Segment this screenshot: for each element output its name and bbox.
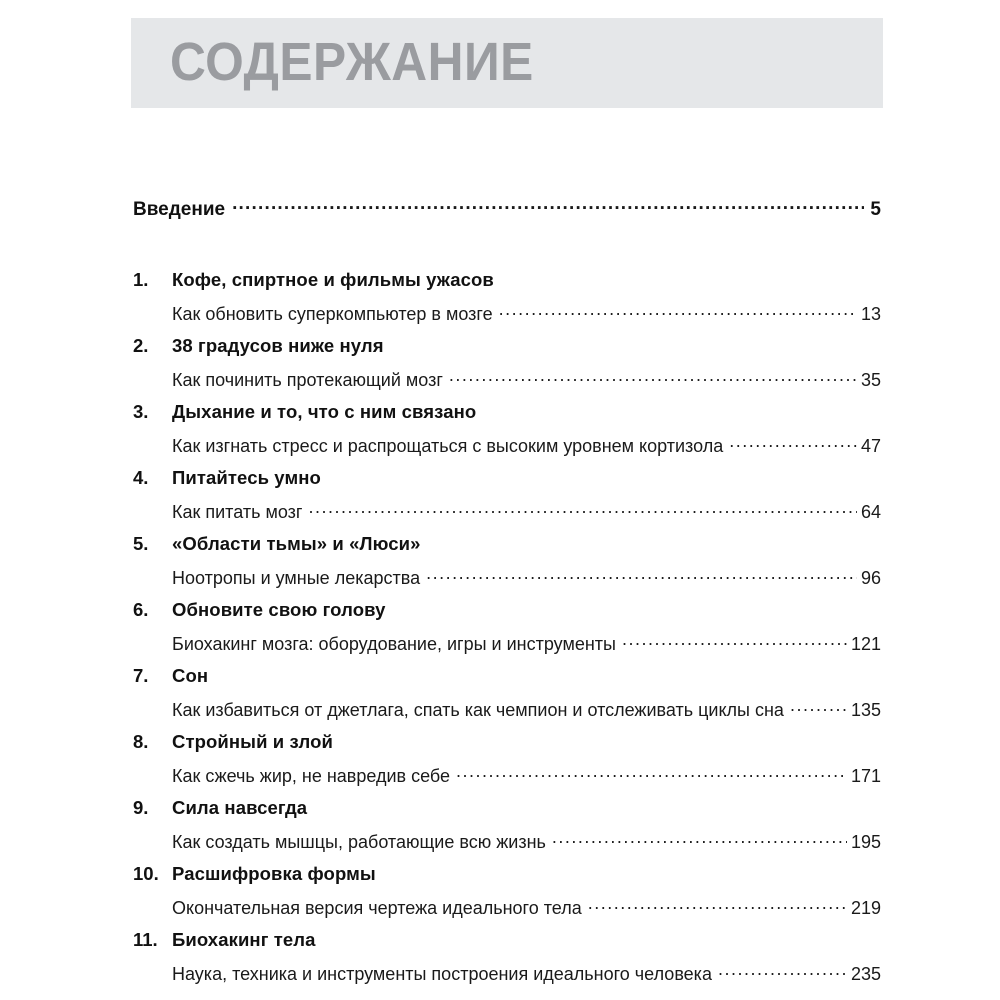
chapter-number: 9. xyxy=(133,797,149,818)
toc-list xyxy=(133,196,881,995)
chapter-number: 11. xyxy=(133,929,158,950)
chapter-subtitle: Наука, техника и инструменты построения идеального человека xyxy=(172,964,712,984)
chapter-title: 38 градусов ниже нуля xyxy=(172,335,384,356)
chapter-subtitle: Как сжечь жир, не навредив себе xyxy=(172,766,451,786)
chapter-title-line[interactable] xyxy=(133,335,881,368)
chapter-page-number: 13 xyxy=(860,304,881,324)
toc-chapter-entry[interactable] xyxy=(133,929,881,995)
chapter-title: Кофе, спиртное и фильмы ужасов xyxy=(172,269,494,290)
dot-leader xyxy=(729,434,857,452)
chapter-title-line[interactable] xyxy=(133,665,881,698)
toc-chapter-entry[interactable] xyxy=(133,533,881,599)
chapter-subtitle: Как создать мышцы, работающие всю жизнь xyxy=(172,832,546,852)
chapter-title-line[interactable] xyxy=(133,797,881,830)
chapter-number: 1. xyxy=(133,269,149,290)
chapter-subtitle: Как починить протекающий мозг xyxy=(172,370,443,390)
chapter-title-line[interactable] xyxy=(133,401,881,434)
chapter-subtitle-line[interactable] xyxy=(133,434,881,467)
chapter-title-line[interactable] xyxy=(133,731,881,764)
toc-chapter-entry[interactable] xyxy=(133,467,881,533)
chapter-title: Обновите свою голову xyxy=(172,599,386,620)
dot-leader xyxy=(456,764,847,782)
chapter-title: Питайтесь умно xyxy=(172,467,321,488)
chapter-subtitle-line[interactable] xyxy=(133,368,881,401)
chapter-number: 3. xyxy=(133,401,149,422)
chapter-subtitle: Окончательная версия чертежа идеального тела xyxy=(172,898,582,918)
spacer xyxy=(133,221,881,269)
introduction-page-number: 5 xyxy=(870,199,881,220)
chapter-list xyxy=(133,269,881,995)
chapter-number: 8. xyxy=(133,731,149,752)
toc-chapter-entry[interactable] xyxy=(133,797,881,863)
chapter-subtitle: Биохакинг мозга: оборудование, игры и инструменты xyxy=(172,634,616,654)
chapter-subtitle-line[interactable] xyxy=(133,764,881,797)
chapter-title: Сила навсегда xyxy=(172,797,308,818)
introduction-label: Введение xyxy=(133,199,226,220)
chapter-subtitle: Как изгнать стресс и распрощаться с высоким уровнем кортизола xyxy=(172,436,724,456)
chapter-number: 10. xyxy=(133,863,159,884)
chapter-title: Стройный и злой xyxy=(172,731,334,752)
chapter-title: Расшифровка формы xyxy=(172,863,376,884)
chapter-subtitle-line[interactable] xyxy=(133,566,881,599)
chapter-subtitle: Как обновить суперкомпьютер в мозге xyxy=(172,304,493,324)
toc-chapter-entry[interactable] xyxy=(133,335,881,401)
chapter-subtitle-line[interactable] xyxy=(133,632,881,665)
chapter-title: Дыхание и то, что с ним связано xyxy=(172,401,477,422)
toc-chapter-entry[interactable] xyxy=(133,731,881,797)
dot-leader xyxy=(790,698,847,716)
dot-leader xyxy=(499,302,857,320)
dot-leader xyxy=(552,830,847,848)
toc-chapter-entry[interactable] xyxy=(133,401,881,467)
chapter-subtitle-line[interactable] xyxy=(133,962,881,995)
toc-chapter-entry[interactable] xyxy=(133,599,881,665)
page-title: СОДЕРЖАНИЕ xyxy=(170,31,534,92)
chapter-subtitle-line[interactable] xyxy=(133,500,881,533)
chapter-page-number: 219 xyxy=(850,898,881,918)
chapter-title: «Области тьмы» и «Люси» xyxy=(172,533,421,554)
dot-leader xyxy=(308,500,857,518)
toc-chapter-entry[interactable] xyxy=(133,665,881,731)
chapter-page-number: 195 xyxy=(850,832,881,852)
chapter-page-number: 35 xyxy=(860,370,881,390)
chapter-number: 5. xyxy=(133,533,149,554)
chapter-subtitle: Как питать мозг xyxy=(172,502,303,522)
chapter-page-number: 64 xyxy=(860,502,881,522)
chapter-title-line[interactable] xyxy=(133,269,881,302)
dot-leader xyxy=(449,368,857,386)
chapter-number: 7. xyxy=(133,665,149,686)
chapter-page-number: 135 xyxy=(850,700,881,720)
toc-entry-introduction[interactable] xyxy=(133,196,881,221)
chapter-subtitle-line[interactable] xyxy=(133,830,881,863)
toc-chapter-entry[interactable] xyxy=(133,863,881,929)
chapter-subtitle-line[interactable] xyxy=(133,896,881,929)
chapter-title-line[interactable] xyxy=(133,599,881,632)
dot-leader xyxy=(622,632,847,650)
toc-chapter-entry[interactable] xyxy=(133,269,881,335)
chapter-subtitle-line[interactable] xyxy=(133,698,881,731)
chapter-page-number: 121 xyxy=(850,634,881,654)
chapter-page-number: 47 xyxy=(860,436,881,456)
chapter-subtitle: Как избавиться от джетлага, спать как чемпион и отслеживать циклы сна xyxy=(172,700,784,720)
chapter-page-number: 171 xyxy=(850,766,881,786)
header-band xyxy=(131,18,883,108)
dot-leader xyxy=(232,196,864,215)
chapter-title-line[interactable] xyxy=(133,467,881,500)
chapter-page-number: 96 xyxy=(860,568,881,588)
dot-leader xyxy=(718,962,847,980)
chapter-subtitle-line[interactable] xyxy=(133,302,881,335)
dot-leader xyxy=(426,566,857,584)
chapter-title-line[interactable] xyxy=(133,929,881,962)
dot-leader xyxy=(588,896,847,914)
chapter-number: 6. xyxy=(133,599,149,620)
chapter-title-line[interactable] xyxy=(133,863,881,896)
chapter-title: Биохакинг тела xyxy=(172,929,316,950)
chapter-number: 4. xyxy=(133,467,149,488)
chapter-page-number: 235 xyxy=(850,964,881,984)
chapter-title: Сон xyxy=(172,665,209,686)
chapter-subtitle: Ноотропы и умные лекарства xyxy=(172,568,421,588)
chapter-number: 2. xyxy=(133,335,149,356)
chapter-title-line[interactable] xyxy=(133,533,881,566)
